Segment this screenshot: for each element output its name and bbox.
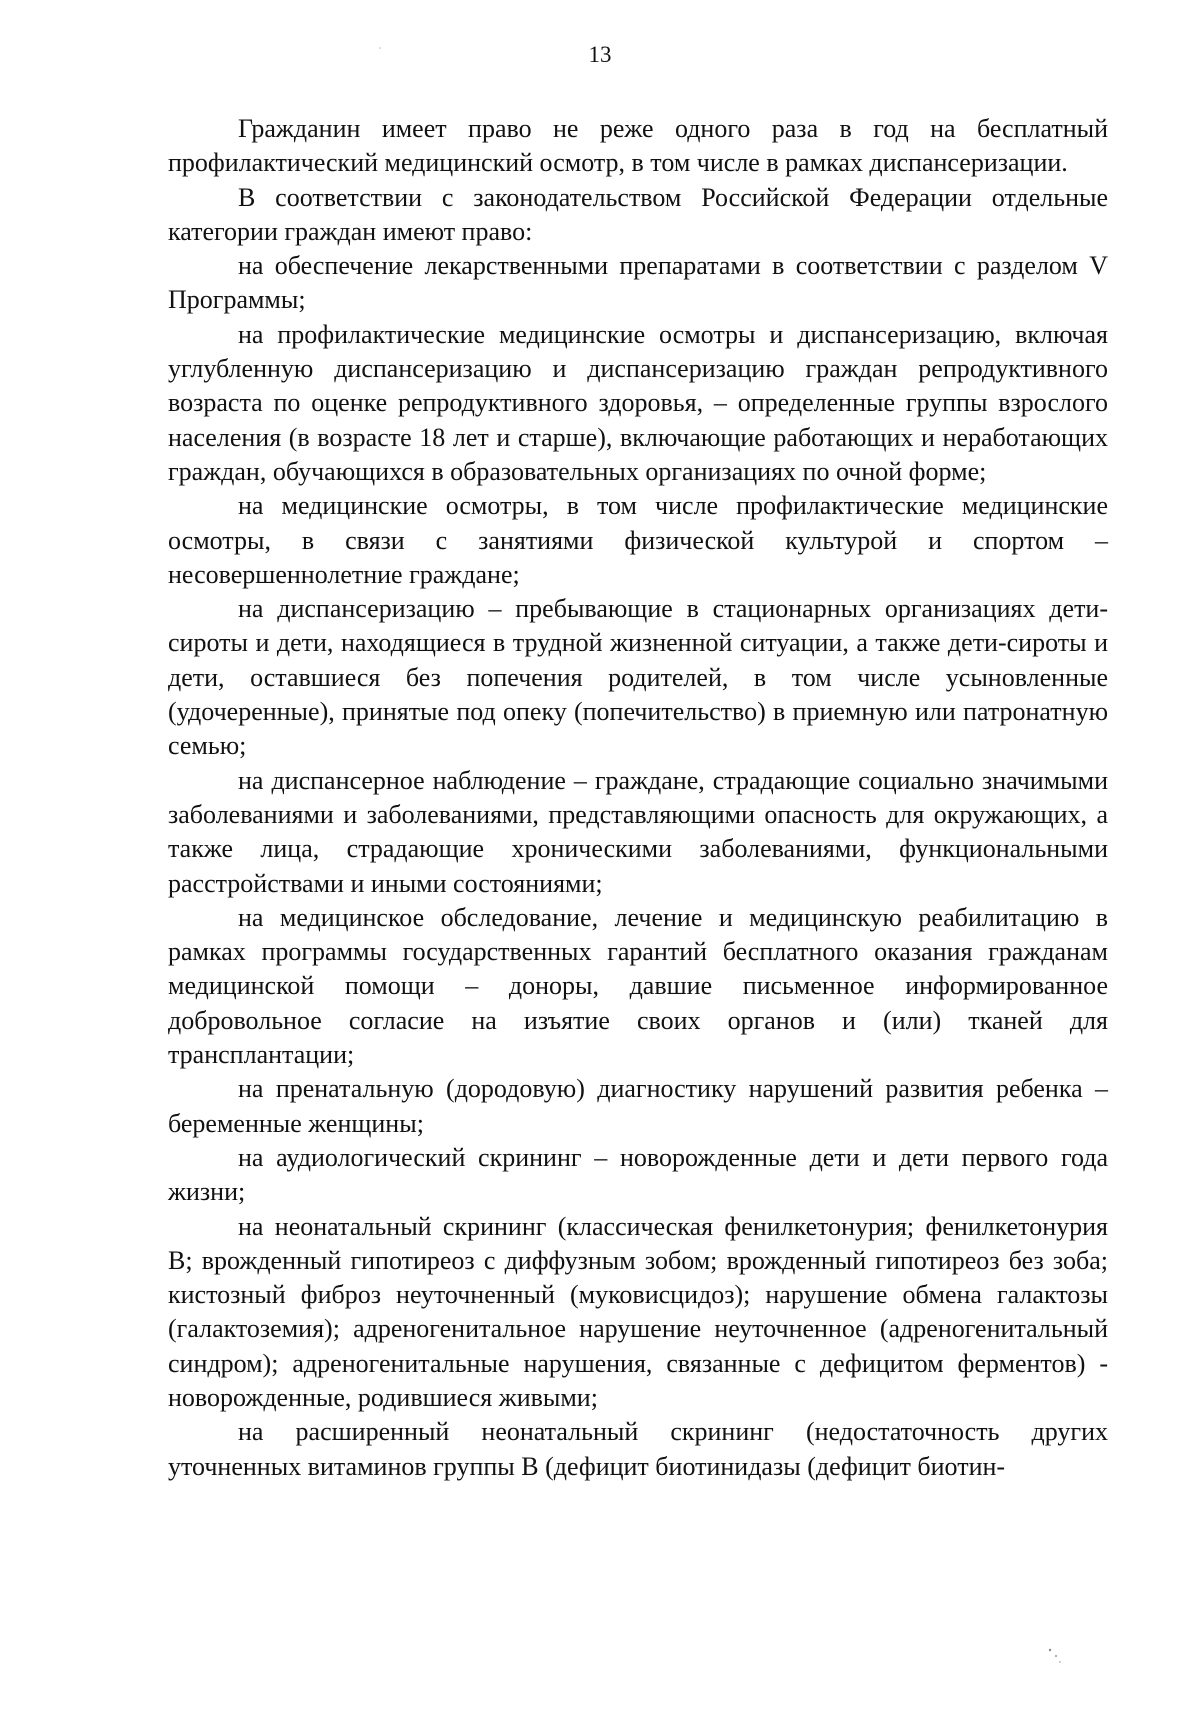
paragraph-annual-checkup: Гражданин имеет право не реже одного раза в год на бесплатный профилактический медицинский осмотр, в том числе в рамках диспансеризации. [168,114,1108,178]
paragraph-medicines: на обеспечение лекарственными препаратами в соответствии с разделом V Программы; [168,251,1108,315]
paragraph-prenatal: на пренатальную (дородовую) диагностику нарушений развития ребенка – беременные женщины; [168,1074,1108,1138]
paragraph-audiology: на аудиологический скрининг – новорожденные дети и дети первого года жизни; [168,1142,1108,1207]
paragraph-orphans-screening: на диспансеризацию – пребывающие в стационарных организациях дети-сироты и дети, находящиеся в трудной жизненной ситуации, а также дети-сироты и дети, оставшиеся без попечения родителей, в том числе усыновленные (удочеренные), принятые под опеку (попечительство) в приемную или патронатную семью; [168,594,1108,761]
paragraph-sports-exams: на медицинские осмотры, в том числе профилактические медицинские осмотры, в связи с занятиями физической культурой и спортом – несовершеннолетние граждане; [168,491,1108,589]
page-number: 13 [588,42,612,67]
paragraph-preventive-exams: на профилактические медицинские осмотры и диспансеризацию, включая углубленную диспансеризацию и диспансеризацию граждан репродуктивного возраста по оценке репродуктивного здоровья, – определенные группы взрослого населения (в возрасте 18 лет и старше), включающие работающих и неработающих граждан, обучающихся в образовательных организациях по очной форме; [168,319,1108,486]
paragraph-neonatal-screening: на неонатальный скрининг (классическая фенилкетонурия; фенилкетонурия В; врожденный гипотиреоз с диффузным зобом; врожденный гипотиреоз без зоба; кистозный фиброз неуточненный (муковисцидоз); нарушение обмена галактозы (галактоземия); адреногенитальное нарушение неуточненное (адреногенитальный синдром); адреногенитальные нарушения, связанные с дефицитом ферментов) - новорожденные, родившиеся живыми; [168,1211,1108,1412]
paragraph-extended-screening: на расширенный неонатальный скрининг (недостаточность других уточненных витаминов группы В (дефицит биотинидазы (дефицит биотин- [168,1417,1108,1481]
paragraph-donors: на медицинское обследование, лечение и медицинскую реабилитацию в рамках программы государственных гарантий бесплатного оказания гражданам медицинской помощи – доноры, давшие письменное информированное добровольное согласие на изъятие своих органов и (или) тканей для трансплантации; [168,902,1108,1070]
paragraph-dispensary-observation: на диспансерное наблюдение – граждане, страдающие социально значимыми заболеваниями и заболеваниями, представляющими опасность для окружающих, а также лица, страдающие хроническими заболеваниями, функциональными расстройствами и иными состояниями; [168,765,1108,898]
paragraph-categories-intro: В соответствии с законодательством Российской Федерации отдельные категории граждан имеют право: [168,182,1108,246]
